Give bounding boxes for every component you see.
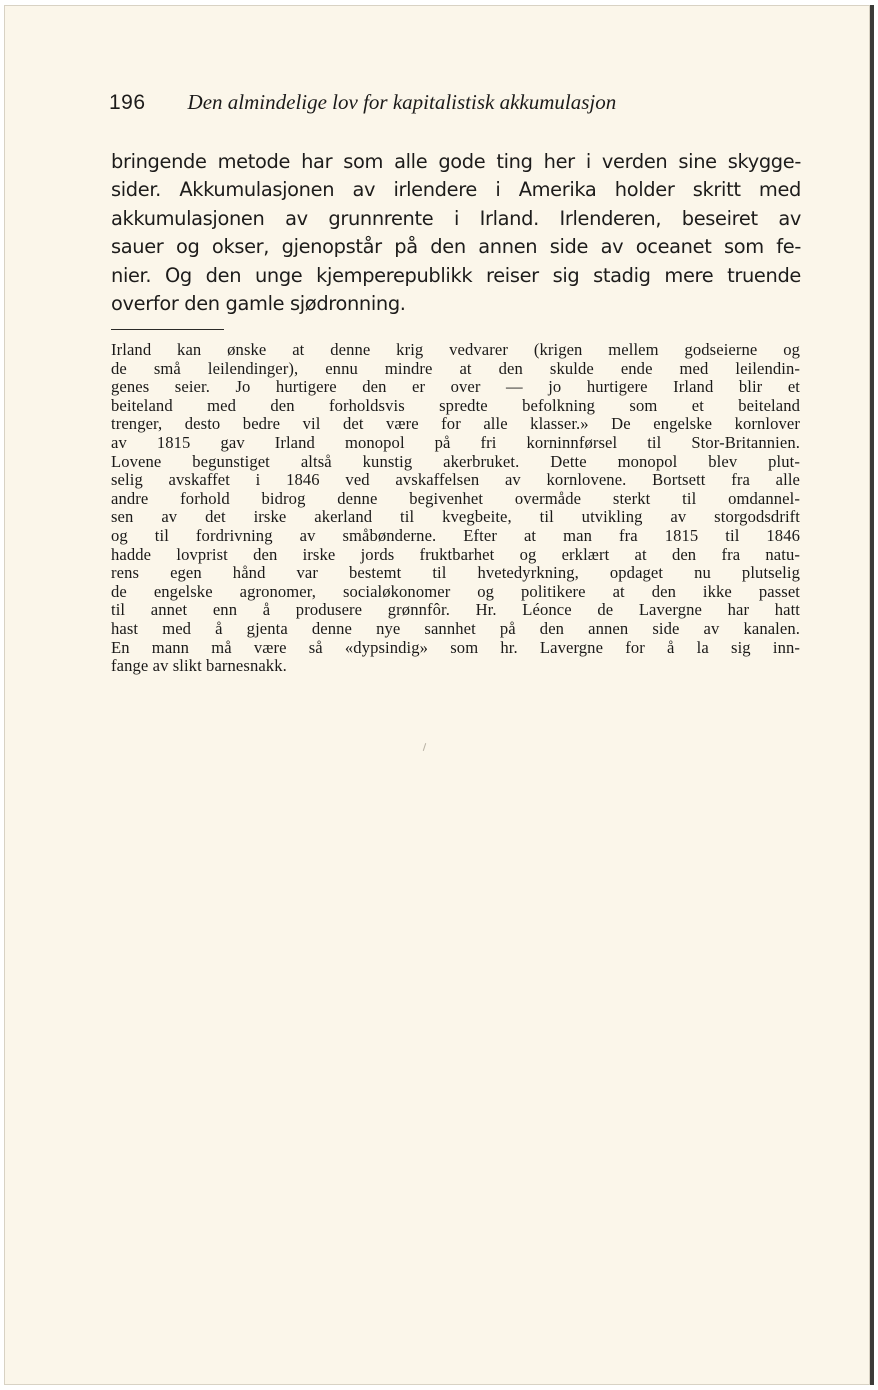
body-line: sider. Akkumulasjonen av irlendere i Amerika holder skritt med [111, 178, 801, 202]
footnote-line: En mann må være så «dypsindig» som hr. Lavergne for å la sig inn- [111, 637, 800, 657]
body-line: bringende metode har som alle gode ting her i verden sine skygge- [111, 150, 801, 173]
footnote-line: Irland kan ønske at denne krig vedvarer (krigen mellem godseierne og [111, 340, 800, 359]
body-paragraph [111, 148, 801, 318]
footnote-line: Lovene begunstiget altså kunstig akerbruket. Dette monopol blev plut- [111, 451, 800, 471]
footnote-line: hadde lovprist den irske jords fruktbarhet og erklært at den fra natu- [111, 544, 800, 564]
footnote-line: de engelske agronomer, socialøkonomer og politikere at den ikke passet [111, 581, 800, 601]
page-edge-shadow [870, 5, 874, 1385]
footnote-line: og til fordrivning av småbønderne. Efter at man fra 1815 til 1846 [111, 525, 800, 545]
running-head [109, 90, 809, 122]
footnote-line: de små leilendinger), ennu mindre at den skulde ende med leilendin- [111, 358, 800, 378]
footnote-line: sen av det irske akerland til kvegbeite, til utvikling av storgodsdrift [111, 507, 800, 527]
footnote-separator-rule [111, 329, 224, 330]
footnote-line: fange av slikt barnesnakk. [111, 656, 287, 676]
footnote-line: hast med å gjenta denne nye sannhet på den annen side av kanalen. [111, 618, 800, 638]
footnote-line: av 1815 gav Irland monopol på fri korninnførsel til Stor-Britannien. [111, 432, 800, 452]
body-line: sauer og okser, gjenopstår på den annen side av oceanet som fe- [111, 235, 801, 259]
body-line: akkumulasjonen av grunnrente i Irland. Irlenderen, beseiret av [111, 206, 801, 230]
footnote-line: genes seier. Jo hurtigere den er over — jo hurtigere Irland blir et [111, 377, 800, 397]
footnote-line: rens egen hånd var bestemt til hvetedyrkning, opdaget nu plutselig [111, 563, 800, 583]
body-line: overfor den gamle sjødronning. [111, 292, 406, 316]
footnote-block [111, 341, 800, 676]
footnote-line: andre forhold bidrog denne begivenhet overmåde sterkt til omdannel- [111, 488, 800, 508]
body-line: nier. Og den unge kjemperepublikk reiser sig stadig mere truende [111, 263, 801, 287]
page-number: 196 [109, 91, 146, 114]
footnote-line: selig avskaffet i 1846 ved avskaffelsen av kornlovene. Bortsett fra alle [111, 470, 800, 490]
footnote-line: beiteland med den forholdsvis spredte befolkning som et beiteland [111, 395, 800, 415]
footnote-line: trenger, desto bedre vil det være for alle klasser.» De engelske kornlover [111, 414, 800, 434]
running-title: Den almindelige lov for kapitalistisk akkumulasjon [187, 90, 617, 114]
footnote-line: til annet enn å produsere grønnfôr. Hr. Léonce de Lavergne har hatt [111, 600, 800, 620]
